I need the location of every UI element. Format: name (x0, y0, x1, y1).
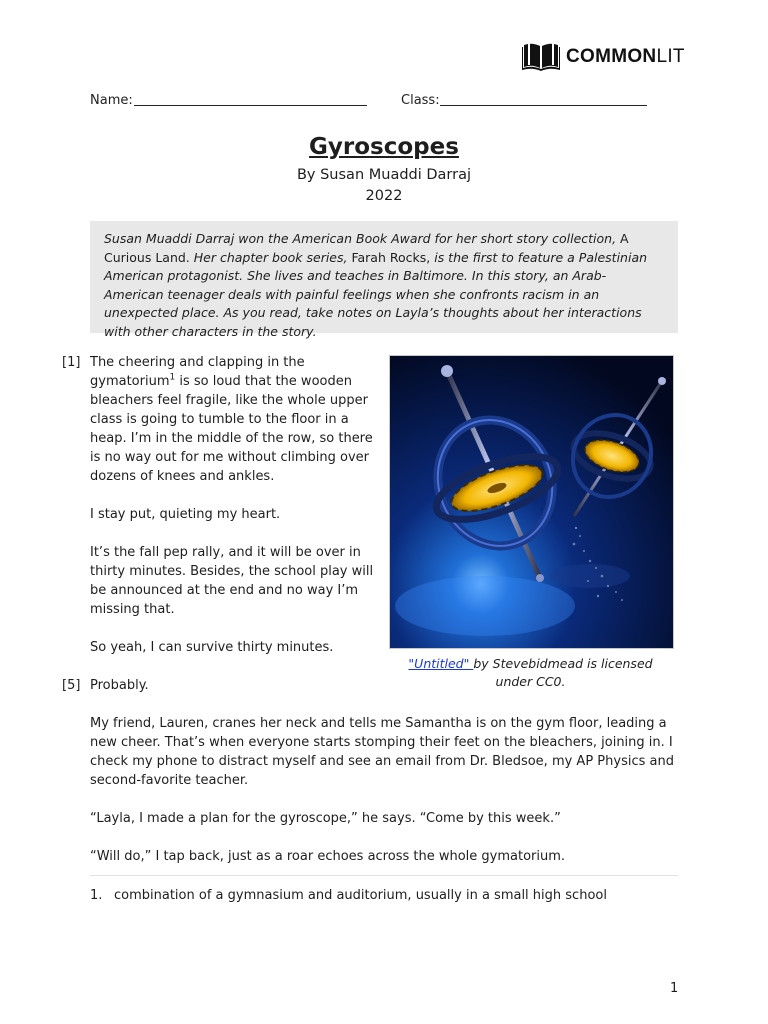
paragraph-3: It’s the fall pep rally, and it will be over in thirty minutes. Besides, the school play will be announced at the end and no way I’m missing that. (90, 545, 374, 617)
paragraph-6: My friend, Lauren, cranes her neck and tells me Samantha is on the gym floor, leading a new cheer. That’s when everyone starts stomping their feet on the bleachers, joining in. I check my phone to distract myself and see an email from Dr. Bledsoe, my AP Physics and second-favorite teacher. (90, 716, 674, 788)
image-source-link[interactable]: "Untitled" (408, 656, 474, 671)
paragraph-number: [5] (62, 678, 81, 693)
book-title: Farah Rocks, (351, 249, 431, 265)
footnote-ref[interactable]: 1 (169, 372, 176, 383)
name-label: Name: (90, 93, 133, 108)
story-title: Gyroscopes (309, 134, 459, 160)
paragraph-4: So yeah, I can survive thirty minutes. (90, 640, 334, 655)
paragraph-7: “Layla, I made a plan for the gyroscope,” he says. “Come by this week.” (90, 811, 561, 826)
footnote (90, 886, 678, 905)
footnote-text: combination of a gymnasium and auditorium, usually in a small high school (114, 888, 607, 903)
commonlit-logo (522, 41, 685, 71)
gyroscope-illustration (390, 356, 673, 648)
book-title: A Curious Land. (104, 231, 629, 265)
class-field-line[interactable] (440, 105, 647, 106)
brand-name: COMMONLIT (566, 45, 685, 67)
open-book-icon (522, 41, 560, 71)
footnote-number: 1. (90, 888, 103, 903)
page-number: 1 (670, 981, 679, 996)
paragraph-number: [1] (62, 355, 81, 370)
story-author: By Susan Muaddi Darraj (296, 167, 472, 183)
class-label: Class: (401, 93, 440, 108)
paragraph-1: The cheering and clapping in the gymatorium$^1$ is so loud that the wooden bleachers feel fragile, like the whole upper class is going to tumble to the floor in a heap. I’m in the middle of the row, so there is no way out for me without climbing over dozens of knees and ankles. (90, 355, 373, 484)
intro-box: Susan Muaddi Darraj won the American Book Award for her short story collection, A Curious Land. Her chapter book series, Farah Rocks, is the first to feature a Palestinian American protagonist. She lives and teaches in Baltimore. In this story, an Arab-American teenager deals with painful feelings when she confronts racism in an unexpected place. As you read, take notes on Layla’s thoughts about her interactions with other characters in the story. (90, 221, 678, 333)
image-caption: "Untitled" by Stevebidmead is licensed under CC0. (408, 656, 653, 689)
paragraph-8: “Will do,” I tap back, just as a roar echoes across the whole gymatorium. (90, 849, 566, 864)
gyroscope-image (389, 355, 674, 649)
story-year: 2022 (365, 188, 403, 204)
footnote-divider (90, 875, 678, 876)
paragraph-2: I stay put, quieting my heart. (90, 507, 281, 522)
name-field-line[interactable] (134, 105, 367, 106)
paragraph-5: Probably. (90, 678, 149, 693)
